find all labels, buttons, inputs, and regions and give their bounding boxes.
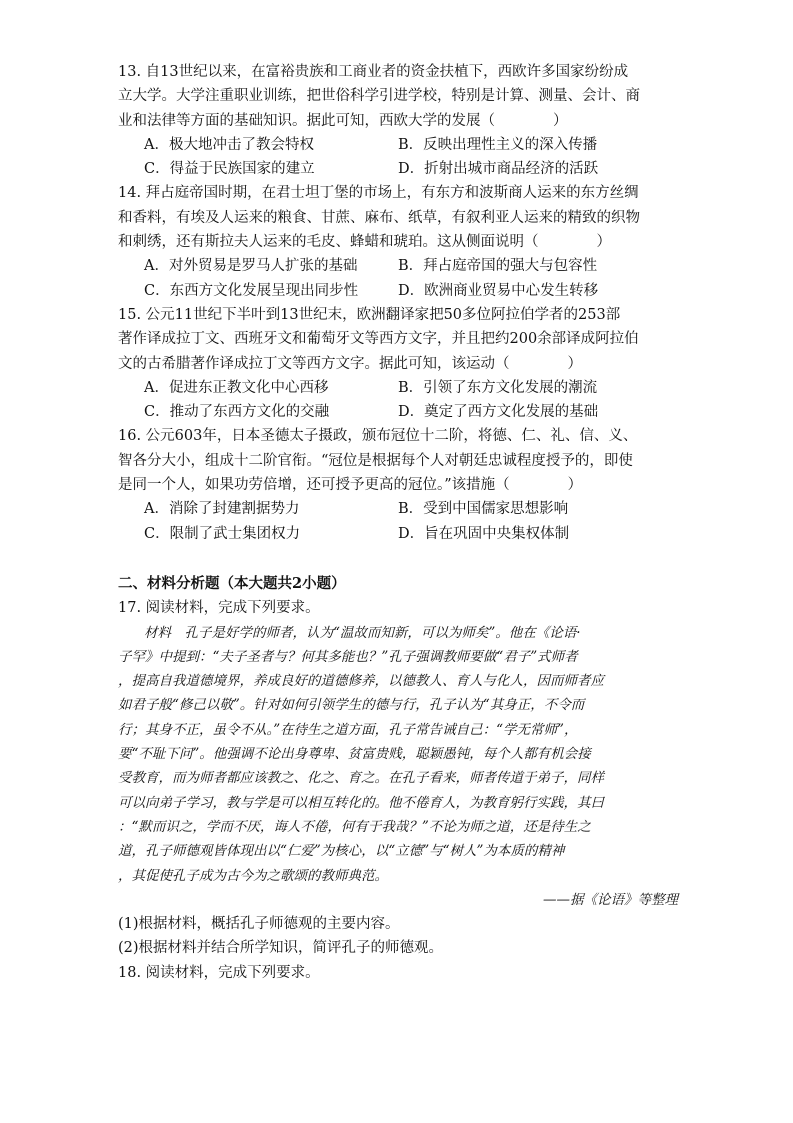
option-c: C．推动了东西方文化的交融 xyxy=(144,404,330,421)
option-b: B．引领了东方文化发展的潮流 xyxy=(398,379,598,396)
material-passage xyxy=(118,621,678,888)
material-line: ，其促使孔子成为古今为之歌颂的教师典范。 xyxy=(118,867,388,884)
question-stem-line: 业和法律等方面的基础知识。据此可知，西欧大学的发展（ ） xyxy=(118,112,568,129)
option-d: D．旨在巩固中央集权体制 xyxy=(398,525,570,542)
material-line: 如君子般“修己以敬”。针对如何引领学生的德与行，孔子认为“其身正，不令而 xyxy=(118,697,585,714)
option-c: C．限制了武士集团权力 xyxy=(144,525,301,542)
question-stem-line: 立大学。大学注重职业训练，把世俗科学引进学校，特别是计算、测量、会计、商 xyxy=(118,88,640,105)
question-stem-line: 和刺绣，还有斯拉夫人运来的毛皮、蜂蜡和琥珀。这从侧面说明（ ） xyxy=(118,234,611,251)
option-a: A．对外贸易是罗马人扩张的基础 xyxy=(144,258,358,275)
option-b: B．受到中国儒家思想影响 xyxy=(398,501,569,518)
question-15 xyxy=(118,303,678,424)
question-stem-line: 15. 公元11世纪下半叶到13世纪末，欧洲翻译家把50多位阿拉伯学者的253部 xyxy=(118,306,621,323)
question-stem-line: 14. 拜占庭帝国时期，在君士坦丁堡的市场上，有东方和波斯商人运来的东方丝绸 xyxy=(118,185,639,202)
question-14 xyxy=(118,181,678,302)
option-a: A．促进东正教文化中心西移 xyxy=(144,379,329,396)
option-d: D．折射出城市商品经济的活跃 xyxy=(398,161,599,178)
material-line: 材料 孔子是好学的师者，认为“温故而知新，可以为师矣”。他在《论语· xyxy=(144,624,581,641)
material-line: 子罕》中提到：“夫子圣者与？何其多能也？”孔子强调教师要做“君子”式师者 xyxy=(118,648,578,665)
question-stem-line: 13. 自13世纪以来，在富裕贵族和工商业者的资金扶植下，西欧许多国家纷纷成 xyxy=(118,64,629,80)
material-line: ：“默而识之，学而不厌，诲人不倦，何有于我哉？”不论为师之道，还是待生之 xyxy=(118,818,591,835)
material-line: ，提高自我道德境界，养成良好的道德修养，以德教人、育人与化人，因而师者应 xyxy=(118,673,604,690)
question-16 xyxy=(118,424,678,545)
question-stem-line: 和香料，有埃及人运来的粮食、甘蔗、麻布、纸草，有叙利亚人运来的精致的织物 xyxy=(118,209,640,226)
question-17 xyxy=(118,596,678,960)
material-line: 要“不耻下问”。他强调不论出身尊卑、贫富贵贱，聪颖愚钝，每个人都有机会接 xyxy=(118,746,591,763)
material-line: 可以向弟子学习，教与学是可以相互转化的。他不倦育人，为教育躬行实践，其曰 xyxy=(118,794,604,811)
question-18 xyxy=(118,961,678,985)
task-item: (2)根据材料并结合所学知识，简评孔子的师德观。 xyxy=(118,940,444,957)
question-stem-line: 智各分大小，组成十二阶官衔。“冠位是根据每个人对朝廷忠诚程度授予的，即使 xyxy=(118,452,633,469)
option-b: B．反映出理性主义的深入传播 xyxy=(398,136,598,153)
option-c: C．东西方文化发展呈现出同步性 xyxy=(144,282,359,299)
question-stem-line: 著作译成拉丁文、西班牙文和葡萄牙文等西方文字，并且把约200余部译成阿拉伯 xyxy=(118,331,639,348)
material-line: 道，孔子师德观皆体现出以“仁爱”为核心，以“立德”与“树人”为本质的精神 xyxy=(118,843,565,860)
question-stem-line: 18. 阅读材料，完成下列要求。 xyxy=(118,964,320,981)
option-c: C．得益于民族国家的建立 xyxy=(144,161,315,178)
section-title: 二、材料分析题（本大题共2小题） xyxy=(118,574,346,592)
option-b: B．拜占庭帝国的强大与包容性 xyxy=(398,258,598,275)
material-line: 行；其身不正，虽令不从。”在待生之道方面，孔子常告诫自己：“学无常师”， xyxy=(118,721,578,738)
question-stem-line: 17. 阅读材料，完成下列要求。 xyxy=(118,600,320,617)
exam-page xyxy=(118,60,678,985)
question-stem-line: 16. 公元603年，日本圣德太子摄政，颁布冠位十二阶，将德、仁、礼、信、义、 xyxy=(118,428,638,445)
option-d: D．奠定了西方文化发展的基础 xyxy=(398,404,599,421)
question-stem-line: 文的古希腊著作译成拉丁文等西方文字。据此可知，该运动（ ） xyxy=(118,355,582,372)
material-line: 受教育，而为师者都应该教之、化之、育之。在孔子看来，师者传道于弟子，同样 xyxy=(118,770,604,787)
question-stem-line: 是同一个人，如果功劳倍增，还可授予更高的冠位。”该措施（ ） xyxy=(118,477,583,494)
material-source: ——据《论语》等整理 xyxy=(543,891,678,908)
task-item: (1)根据材料，概括孔子师德观的主要内容。 xyxy=(118,916,400,933)
option-a: A．消除了封建割据势力 xyxy=(144,501,300,518)
question-13 xyxy=(118,60,678,181)
option-d: D．欧洲商业贸易中心发生转移 xyxy=(398,282,599,299)
option-a: A．极大地冲击了教会特权 xyxy=(144,136,314,153)
